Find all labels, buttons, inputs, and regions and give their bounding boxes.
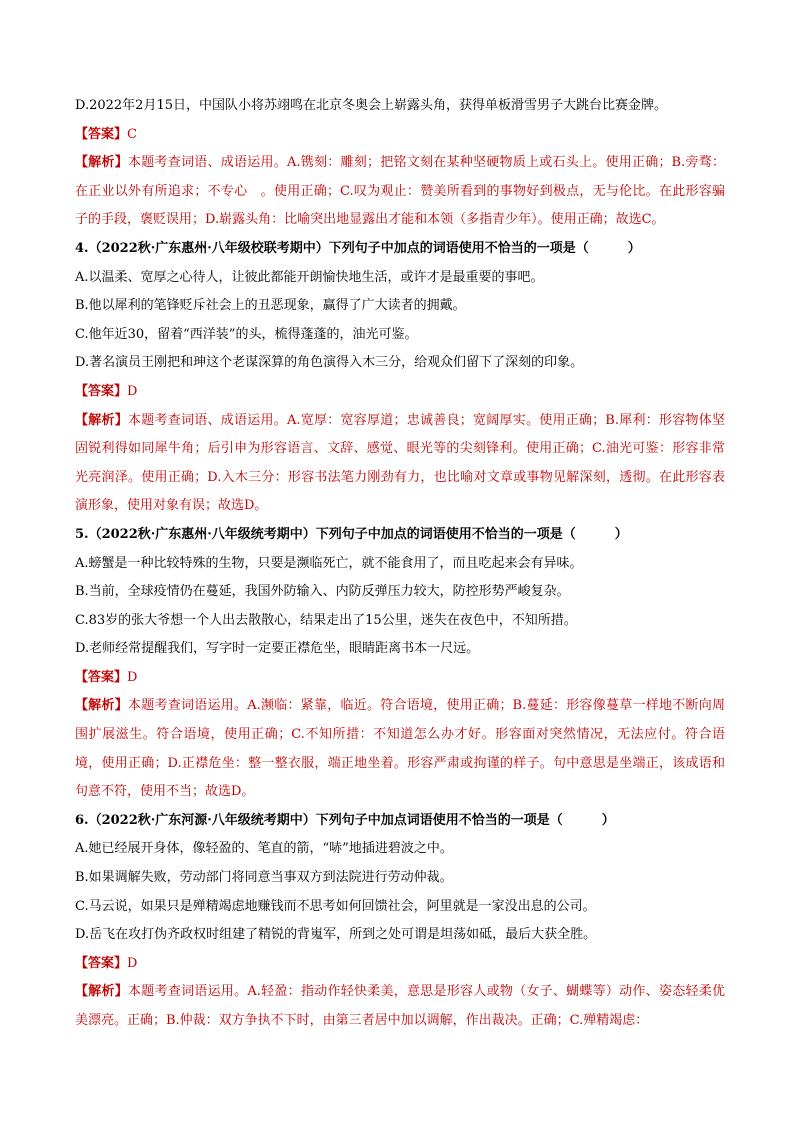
explanation-text: 本题考查词语、成语运用。A.宽厚：宽容厚道；忠诚善良；宽阔厚实。使用正确；B.犀利：形容物体坚固锐利得如同犀牛角；后引申为形容语言、文辞、感觉、眼光等的尖刻锋利。使用正确；C.油光可鉴：形容非常光亮润泽。使用正确；D.入木三分：形容书法笔力刚劲有力，也比喻对文章或事物见解深刻，透彻。在此形容表演形象，使用对象有误；故选D。	[75, 412, 725, 514]
answer-line	[75, 121, 725, 150]
explanation-tag: 【解析】	[75, 155, 129, 171]
explanation-paragraph	[75, 978, 725, 1035]
explanation-paragraph	[75, 692, 725, 806]
answer-option: B.如果调解失败，劳动部门将同意当事双方到法院进行劳动仲裁。	[75, 870, 453, 886]
answer-line	[75, 950, 725, 979]
answer-option: C.马云说，如果只是殚精竭虑地赚钱而不思考如何回馈社会，阿里就是一家没出息的公司。	[75, 898, 596, 914]
answer-option: C.他年近30，留着“西洋装”的头，梳得蓬蓬的，油光可鉴。	[75, 326, 418, 342]
explanation-paragraph	[75, 149, 725, 235]
answer-option: D.岳飞在攻打伪齐政权时组建了精锐的背嵬军，所到之处可谓是坦荡如砥，最后大获全胜。	[75, 927, 597, 943]
explanation-text: 本题考查词语运用。A.濒临：紧靠，临近。符合语境，使用正确；B.蔓延：形容像蔓草一样地不断向周围扩展滋生。符合语境，使用正确；C.不知所措：不知道怎么办才好。形容面对突然情况，无法应付。符合语境，使用正确；D.正襟危坐：整一整衣服，端正地坐着。形容严肃或拘谨的样子。句中意思是坐端正，该成语和句意不符，使用不当；故选D。	[75, 698, 725, 800]
answer-value: C	[127, 126, 137, 142]
explanation-paragraph	[75, 407, 725, 521]
question-stem: 4.（2022秋·广东惠州·八年级校联考期中）下列句子中加点的词语使用不恰当的一项是（ ）	[75, 240, 641, 256]
question-stem: 5.（2022秋·广东惠州·八年级统考期中）下列句子中加点的词语使用不恰当的一项是（ ）	[75, 526, 628, 542]
answer-option: A.她已经展开身体，像轻盈的、笔直的箭，“哧”地插进碧波之中。	[75, 841, 453, 857]
explanation-text: 本题考查词语、成语运用。A.镌刻：雕刻；把铭文刻在某种坚硬物质上或石头上。使用正确；B.旁骛：在正业以外有所追求；不专心 。使用正确；C.叹为观止：赞美所看到的事物好到极点，无与伦比。在此形容骗子的手段，褒贬误用；D.崭露头角：比喻突出地显露出才能和本领（多指青少年）。使用正确；故选C。	[75, 155, 725, 228]
answer-option: D.著名演员王刚把和珅这个老谋深算的角色演得入木三分，给观众们留下了深刻的印象。	[75, 355, 584, 371]
answer-value: D	[127, 669, 138, 685]
explanation-text: 本题考查词语运用。A.轻盈：指动作轻快柔美，意思是形容人或物（女子、蝴蝶等）动作、姿态轻柔优美漂亮。正确；B.仲裁：双方争执不下时，由第三者居中加以调解，作出裁决。正确；C.殚精竭虑：	[75, 984, 725, 1028]
answer-tag: 【答案】	[75, 383, 128, 399]
answer-value: D	[127, 955, 138, 971]
answer-option: C.83岁的张大爷想一个人出去散散心，结果走出了15公里，迷失在夜色中，不知所措。	[75, 612, 577, 628]
answer-tag: 【答案】	[75, 669, 128, 685]
answer-option: A.螃蟹是一种比较特殊的生物，只要是濒临死亡，就不能食用了，而且吃起来会有异味。	[75, 555, 583, 571]
answer-option: D.老师经常提醒我们，写字时一定要正襟危坐，眼睛距离书本一尺远。	[75, 641, 480, 657]
explanation-tag: 【解析】	[75, 984, 129, 1000]
answer-tag: 【答案】	[75, 126, 128, 142]
answer-option: B.他以犀利的笔锋贬斥社会上的丑恶现象，赢得了广大读者的拥戴。	[75, 298, 466, 314]
answer-value: D	[127, 383, 138, 399]
explanation-tag: 【解析】	[75, 412, 129, 428]
answer-line	[75, 378, 725, 407]
answer-tag: 【答案】	[75, 955, 128, 971]
exam-content	[75, 92, 725, 1036]
answer-option: D.2022年2月15日，中国队小将苏翊鸣在北京冬奥会上崭露头角，获得单板滑雪男子大跳台比赛金牌。	[75, 98, 667, 113]
answer-option: A.以温柔、宽厚之心待人，让彼此都能开朗愉快地生活，或许才是最重要的事吧。	[75, 269, 544, 285]
answer-option: B.当前，全球疫情仍在蔓延，我国外防输入、内防反弹压力较大，防控形势严峻复杂。	[75, 584, 570, 600]
question-stem: 6.（2022秋·广东河源·八年级统考期中）下列句子中加点词语使用不恰当的一项是（ ）	[75, 812, 615, 828]
answer-line	[75, 664, 725, 693]
explanation-tag: 【解析】	[75, 698, 129, 714]
